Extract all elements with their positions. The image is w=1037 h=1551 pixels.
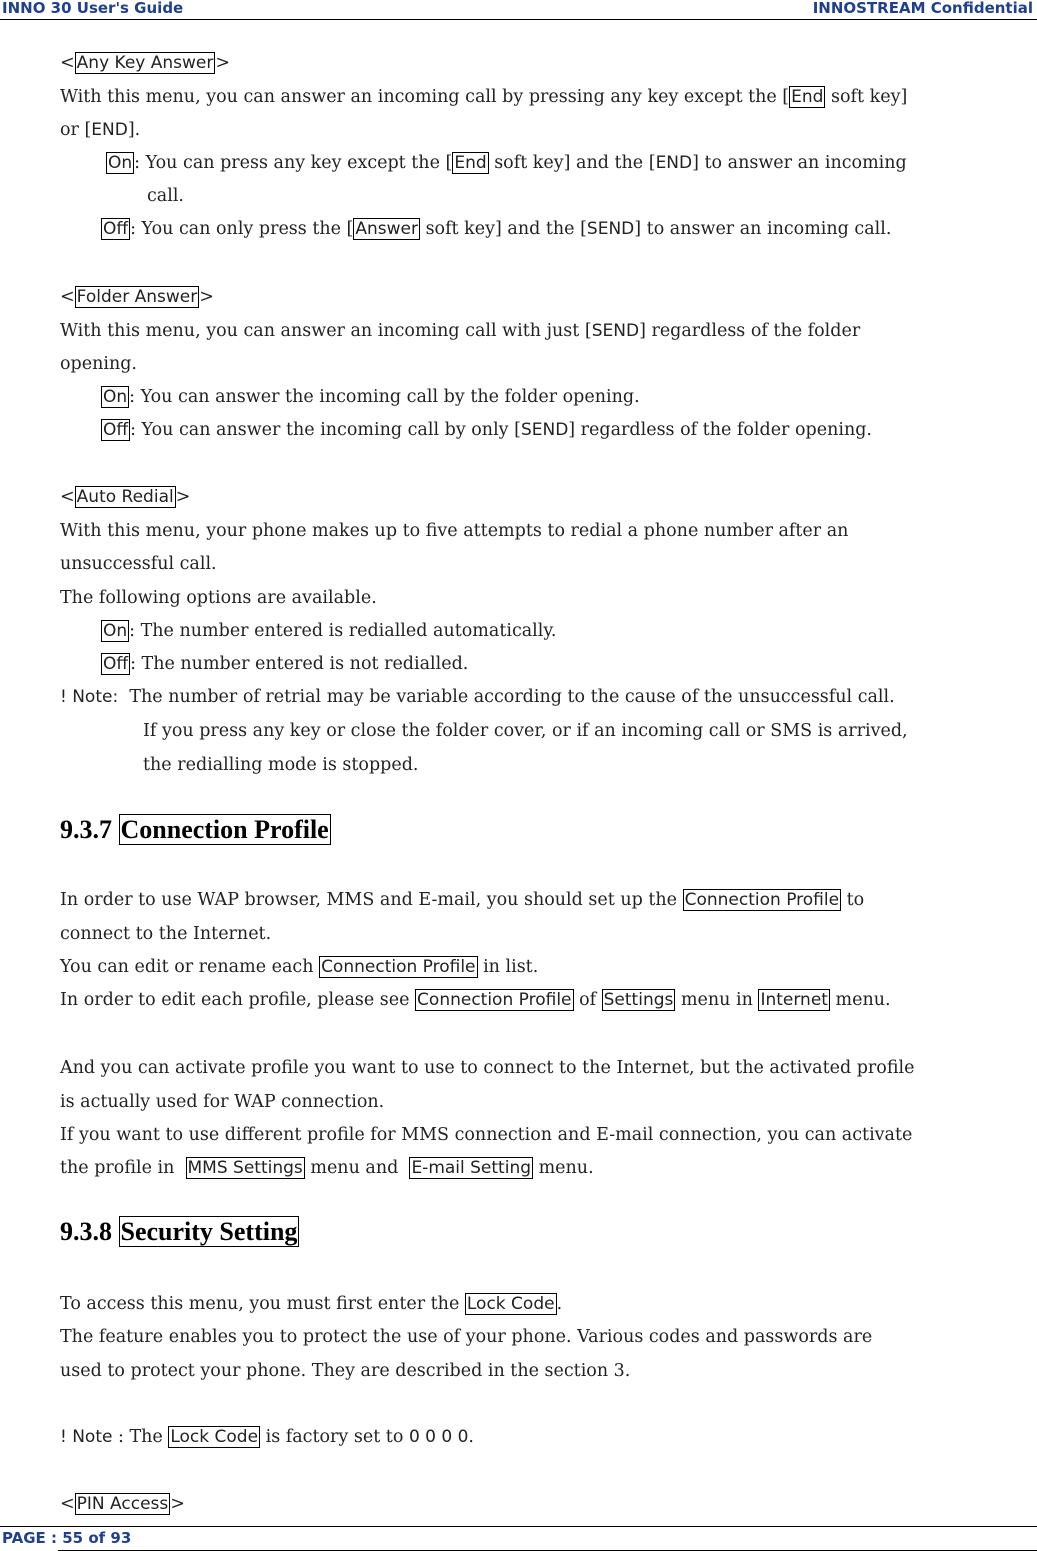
send-key: SEND: [586, 219, 635, 239]
any-key-on-option-cont: call.: [147, 186, 184, 206]
security-para2-cont: used to protect your phone. They are described in the section 3.: [60, 1361, 631, 1381]
on-label: On: [108, 153, 133, 173]
pin-access-title: PIN Access: [76, 1494, 169, 1514]
security-para1: To access this menu, you must first enter the Lock Code .: [60, 1294, 563, 1314]
any-key-heading: < Any Key Answer >: [60, 53, 231, 73]
pin-access-heading: < PIN Access >: [60, 1494, 185, 1514]
section-937-heading: 9.3.7 Connection Profile: [60, 815, 329, 844]
send-key: SEND: [520, 420, 569, 440]
redial-off-option: Off : The number entered is not redialled.: [103, 654, 469, 674]
page-footer: [0, 1526, 1037, 1551]
email-setting-term: E-mail Setting: [411, 1158, 532, 1178]
off-label: Off: [103, 219, 129, 239]
settings-term: Settings: [603, 990, 674, 1010]
internet-term: Internet: [760, 990, 828, 1010]
mms-settings-term: MMS Settings: [187, 1158, 303, 1178]
note-label: ! Note:: [60, 687, 119, 707]
redial-desc-line2: unsuccessful call.: [60, 554, 217, 574]
section-937-title: Connection Profile: [120, 815, 329, 844]
security-note: ! Note : The Lock Code is factory set to 0 0 0 0.: [60, 1427, 474, 1447]
folder-answer-heading: < Folder Answer >: [60, 287, 214, 307]
lock-code-term: Lock Code: [466, 1294, 555, 1314]
page-header: [0, 0, 1037, 20]
end-soft-key: End: [454, 153, 487, 173]
end-key: END: [91, 120, 128, 140]
redial-on-option: On : The number entered is redialled automatically.: [103, 621, 557, 641]
header-title: INNO 30 User's Guide: [2, 0, 184, 17]
connection-profile-term: Connection Profile: [417, 990, 572, 1010]
lock-code-value: 0 0 0 0: [408, 1427, 469, 1447]
header-confidential: INNOSTREAM Confidential: [812, 0, 1033, 17]
conn-profile-para4: And you can activate profile you want to use to connect to the Internet, but the activated profile: [60, 1058, 915, 1078]
folder-answer-title: Folder Answer: [76, 287, 198, 307]
conn-profile-para5-cont: the profile in MMS Settings menu and E-mail Setting menu.: [60, 1158, 594, 1178]
conn-profile-para4-cont: is actually used for WAP connection.: [60, 1092, 385, 1112]
conn-profile-para5: If you want to use different profile for MMS connection and E-mail connection, you can activate: [60, 1125, 913, 1145]
redial-desc-line3: The following options are available.: [60, 588, 377, 608]
page-number: PAGE : 55 of 93: [2, 1529, 132, 1547]
on-label: On: [103, 621, 128, 641]
redial-desc-line1: With this menu, your phone makes up to five attempts to redial a phone number after an: [60, 521, 849, 541]
folder-desc-line1: With this menu, you can answer an incoming call with just [SEND] regardless of the folder: [60, 321, 861, 341]
send-key: SEND: [591, 321, 640, 341]
conn-profile-para3: In order to edit each profile, please see Connection Profile of Settings menu in Internet menu.: [60, 990, 891, 1010]
conn-profile-para1-cont: connect to the Internet.: [60, 924, 272, 944]
connection-profile-term: Connection Profile: [321, 957, 476, 977]
conn-profile-para2: You can edit or rename each Connection Profile in list.: [60, 957, 539, 977]
redial-note-line1: ! Note: The number of retrial may be variable according to the cause of the unsuccessful call.: [60, 687, 895, 707]
section-938-title: Security Setting: [120, 1217, 298, 1246]
section-938-heading: 9.3.8 Security Setting: [60, 1217, 298, 1246]
any-key-desc-line2: or [END].: [60, 120, 141, 140]
any-key-on-option: On : You can press any key except the [ End soft key] and the [END] to answer an incoming: [108, 153, 907, 173]
redial-note-line2: If you press any key or close the folder cover, or if an incoming call or SMS is arrived,: [143, 721, 908, 741]
folder-on-option: On : You can answer the incoming call by the folder opening.: [103, 387, 640, 407]
any-key-desc-line1: With this menu, you can answer an incoming call by pressing any key except the [ End soft key]: [60, 87, 908, 107]
conn-profile-para1: In order to use WAP browser, MMS and E-mail, you should set up the Connection Profile to: [60, 890, 865, 910]
auto-redial-heading: < Auto Redial >: [60, 487, 191, 507]
folder-desc-line2: opening.: [60, 354, 137, 374]
auto-redial-title: Auto Redial: [76, 487, 174, 507]
redial-note-line3: the redialling mode is stopped.: [143, 755, 419, 775]
note-label: ! Note: [60, 1427, 113, 1447]
folder-off-option: Off : You can answer the incoming call by only [SEND] regardless of the folder opening.: [103, 420, 872, 440]
answer-soft-key: Answer: [355, 219, 418, 239]
any-key-off-option: Off : You can only press the [ Answer soft key] and the [SEND] to answer an incoming call.: [103, 219, 892, 239]
off-label: Off: [103, 420, 129, 440]
on-label: On: [103, 387, 128, 407]
off-label: Off: [103, 654, 129, 674]
end-key: END: [655, 153, 693, 173]
lock-code-term: Lock Code: [170, 1427, 259, 1447]
connection-profile-term: Connection Profile: [684, 890, 840, 910]
security-para2: The feature enables you to protect the use of your phone. Various codes and passwords are: [60, 1327, 873, 1347]
any-key-title: Any Key Answer: [76, 53, 214, 73]
end-soft-key: End: [791, 87, 824, 107]
